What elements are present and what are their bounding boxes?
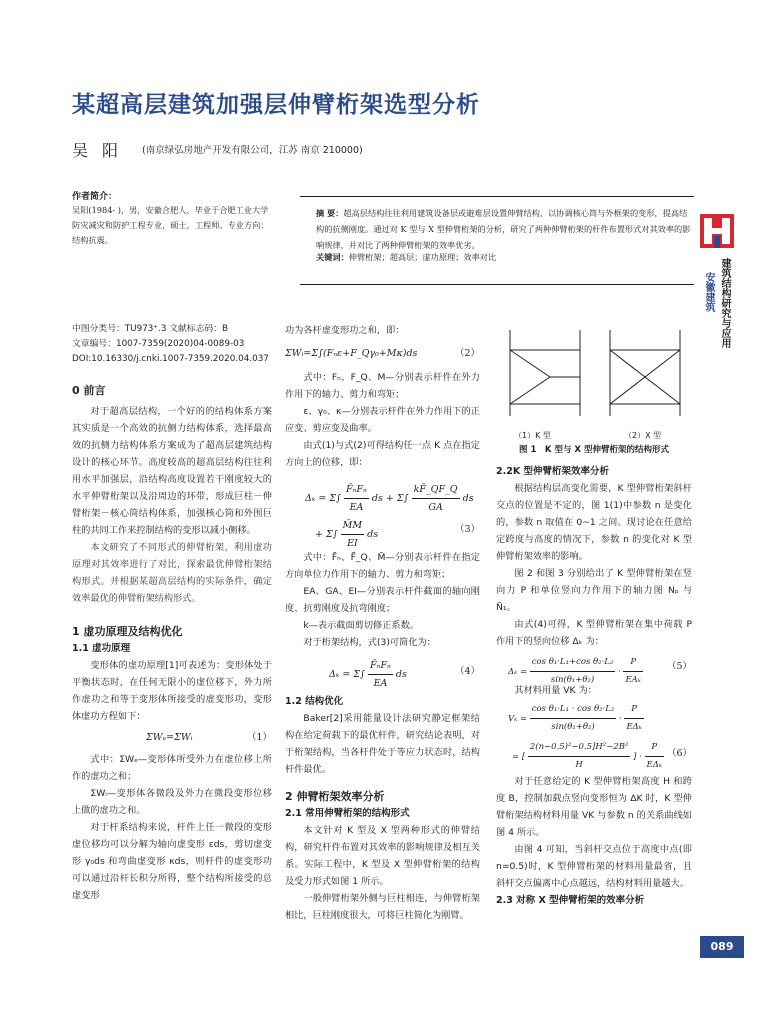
equation-3-number: （3） [454,524,480,535]
keywords-text: 伸臂桁架；超高层；虚功原理；效率对比 [348,252,497,262]
figure-1-caption: 图 1 K 型与 X 型伸臂桁架的结构形式 [519,445,669,455]
page-number: 089 [710,940,734,953]
eq5-frac-b: $\frac{P}{\text{EAₖ}}$ [623,654,642,689]
section-1-heading: 1 虚功原理及结构优化 [72,625,183,638]
column-2 [285,322,480,924]
equation-1 [72,725,272,751]
col2-paragraph-9: Baker[2]采用能量设计法研究静定框架结构在给定荷载下的最优杆件，研究结论表明，对于桁架结构，当各杆件处于等应力状态时，结构杆件最优。 [285,713,480,775]
col2-paragraph-6: EA、GA、EI—分别表示杆件截面的轴向刚度、抗剪刚度及抗弯刚度； [285,586,480,614]
meta-article-number: 文章编号：1007-7359(2020)04-0089-03 [72,339,245,349]
page-number-box [700,936,744,958]
eq5-frac-a: $\frac{\text{cos θ₁·L₁+cos θ₂·L₂}}{\text{sin(θ₁+θ₂)}}$ [530,654,616,689]
col1-paragraph-4: 式中：ΣWₑ—变形体所受外力在虚位移上所作的虚功之和； [72,754,272,782]
col1-paragraph-1: 对于超高层结构，一个好的的结构体系方案其实质是一个高效的抗侧力结构体系，选择最高效的抗侧力结构体系方案成为了超高层建筑结构设计的核心环节。高度较高的超高层结构往往利用水平加强层，沿结构高度设置若干刚度较大的水平伸臂桁架以及沿周边的环带，形成巨柱－伸臂桁架－核心筒结构体系，加强核心筒和外围巨柱的共同工作来控制结构的变形以减小侧移。 [72,406,272,536]
equation-3: Δₖ = Σ∫ $\frac{\text{F̄ₙFₙ}}{EA}$ ds + Σ∫ $\frac{kF̄\_QF\_Q}{GA}$ ds + Σ∫ $\frac{M̄M}{EI}$ ds （3） [285,475,480,549]
eq6-frac-d: $\frac{P}{\text{EΔₖ}}$ [645,739,664,774]
section-2-1-heading: 2.1 常用伸臂桁架的结构形式 [285,808,410,819]
col3-paragraph-6: 由图 4 可知，当斜杆交点位于高度中点(即 n=0.5)时，K 型伸臂桁架的材料用量最省，且斜杆交点偏离中心点越远，结构材料用量越大。 [496,844,692,889]
equation-1-body: ΣWₑ=ΣWᵢ [146,732,193,743]
col2-paragraph-4: 由式(1)与式(2)可得结构任一点 K 点在指定方向上的位移，即： [285,440,480,468]
col2-paragraph-8: 对于桁架结构，式(3)可简化为： [303,637,436,648]
section-0-heading: 0 前言 [72,384,106,397]
equation-6-number: （6） [666,748,692,759]
keywords-label: 关键词： [316,252,349,262]
equation-2-number: （2） [454,348,480,359]
equation-4: Δₖ = Σ∫ $\frac{\text{F̄ₙFₙ}}{EA}$ ds （4） [285,651,480,693]
equation-6: Vₖ = $\frac{\text{cos θ₁·L₁ · cos θ₂·L₂}}{\text{sin(θ₁+θ₂)}}$ · $\frac{P}{\text{EΔₖ}}$ = [ $\frac{\text{2(n−0.5)²−0.5]H²−2B²}}{H}$ ] · $\frac{P}{\text{EΔₖ}}$ （6） [496,699,692,773]
meta-doi: DOI:10.16330/j.cnki.1007-7359.2020.04.037 [72,354,269,364]
eq3-frac-a: $\frac{\text{F̄ₙFₙ}}{EA}$ [344,481,369,516]
abstract-box-bottom-rule [300,284,694,285]
col3-paragraph-2: 图 2 和图 3 分别给出了 K 型伸臂桁架在竖向力 P 和单位竖向力作用下的轴力图 Nₚ 与 N̄₁。 [496,568,692,613]
column-3 [496,442,692,909]
section-2-heading: 2 伸臂桁架效率分析 [285,790,385,803]
col3-paragraph-3: 由式(4)可得，K 型伸臂桁架在集中荷载 P 作用下的竖向位移 Δₖ 为： [496,619,692,647]
equation-2 [285,339,480,369]
figure-1 [496,320,692,440]
eq4-frac: $\frac{\text{F̄ₙFₙ}}{EA}$ [368,657,393,692]
section-1-1-heading: 1.1 虚功原理 [72,643,131,654]
meta-block [72,322,269,367]
col2-paragraph-10: 本文针对 K 型及 X 型两种形式的伸臂结构，研究杆件布置对其效率的影响规律及相互关系。实际工程中，K 型及 X 型伸臂桁架的结构及受力形式如图 1 所示。 [285,825,480,887]
eq6-frac-b: $\frac{P}{\text{EΔₖ}}$ [624,701,643,736]
paper-title: 某超高层建筑加强层伸臂桁架选型分析 [72,92,480,118]
side-journal-sub: 安徽建筑 [703,272,714,312]
col1-paragraph-6: 对于杆系结构来说，杆件上任一微段的变形虚位移均可以分解为轴向虚变形 εds，剪切虚变形 γ₀ds 和弯曲虚变形 κds，则杆件的虚变形功可以通过沿杆长积分所得，整个结构所接受的总虚变形 [72,822,272,901]
section-1-2-heading: 1.2 结构优化 [285,696,344,707]
author-intro-heading: 作者简介： [72,192,118,202]
column-1 [72,382,272,904]
equation-2-body: ΣWᵢ=Σ∫(Fₙε+F_Qγ₀+Mκ)ds [285,348,418,359]
col1-paragraph-2: 本文研究了不同形式的伸臂桁架，利用虚功原理对其效率进行了对比，探索最优伸臂桁架结构形式。并根据某超高层结构的实际条件，确定效率最优的伸臂桁架结构形式。 [72,542,272,604]
eq6-frac-c: $\frac{\text{2(n−0.5)²−0.5]H²−2B²}}{H}$ [528,739,631,774]
abstract-label: 摘 要： [316,208,344,218]
col2-paragraph-1: 功为各杆虚变形功之和，即： [285,325,405,336]
author-name: 吴阳 [72,141,133,160]
equation-4-number: （4） [454,666,480,677]
section-2-3-heading: 2.3 对称 X 型伸臂桁架的效率分析 [496,895,645,906]
col2-paragraph-7: k—表示截面剪切修正系数。 [303,620,419,631]
section-2-2-heading: 2.2K 型伸臂桁架效率分析 [496,466,609,477]
keywords [316,252,692,263]
col1-paragraph-3: 变形体的虚功原理[1]可表述为：变形体处于平衡状态时，在任何无限小的虚位移下，外力所作虚功之和等于变形体所接受的虚变形功，变形体虚功方程如下： [72,660,272,722]
affiliation: (南京绿弘房地产开发有限公司，江苏 南京 210000) [142,145,363,156]
col3-paragraph-1: 根据结构层高变化需要，K 型伸臂桁架斜杆交点的位置是不定的，图 1(1)中参数 n 是变化的，参数 n 取值在 0~1 之间。现讨论在任意给定跨度与高度的情况下，参数 n 的变化对 K 型伸臂桁架效率的影响。 [496,483,692,562]
col2-paragraph-5: 式中：F̄ₙ、F̄_Q、M̄—分别表示杆件在指定方向单位力作用下的轴力、剪力和弯矩； [285,552,480,580]
abstract [316,205,692,253]
abstract-box-top-rule [300,196,694,197]
journal-logo [700,214,734,248]
eq6-frac-a: $\frac{\text{cos θ₁·L₁ · cos θ₂·L₂}}{\text{sin(θ₁+θ₂)}}$ [530,701,617,736]
figure-1-label-x: （2）X 型 [624,431,662,440]
col3-paragraph-4: 其材料用量 VK 为： [514,685,597,696]
eq3-frac-c: $\frac{M̄M}{EI}$ [341,517,364,552]
eq3-frac-b: $\frac{kF̄\_QF\_Q}{GA}$ [412,481,460,516]
equation-1-number: （1） [246,732,272,743]
side-journal-name: 建筑结构研究与应用 [719,258,730,348]
meta-classification: 中图分类号：TU973⁺.3 文献标志码：B [72,324,229,334]
abstract-text: 超高层结构往往利用建筑设备层或避难层设置伸臂结构，以协调核心筒与外框架的变形，提高结构的抗侧刚度。通过对 K 型与 X 型伸臂桁架的分析，研究了两种伸臂桁架的杆件布置形式对其效率的影响规律，并对比了两种伸臂桁架的效率优劣。 [316,208,691,250]
col3-paragraph-5: 对于任意给定的 K 型伸臂桁架高度 H 和跨度 B，控制加载点竖向变形恒为 ΔK 时，K 型伸臂桁架结构材料用量 VK 与参数 n 的关系曲线如图 4 所示。 [496,776,692,838]
equation-5-number: （5） [666,661,692,672]
col2-paragraph-2: 式中：Fₙ、F_Q、M—分别表示杆件在外力作用下的轴力、剪力和弯矩； [285,372,480,400]
col1-paragraph-5: ΣWᵢ—变形体各微段及外力在微段变形位移上做的虚功之和。 [72,788,272,816]
author-intro-text: 吴阳(1984- )，男，安徽合肥人，毕业于合肥工业大学防灾减灾和防护工程专业，硕士，工程师。专业方向：结构抗震。 [72,205,269,245]
figure-1-label-k: （1）K 型 [514,431,551,440]
col2-paragraph-11: 一般伸臂桁架外侧与巨柱相连，与伸臂桁架相比，巨柱刚度很大，可将巨柱简化为刚臂。 [285,893,480,921]
equation-5: Δₖ = $\frac{\text{cos θ₁·L₁+cos θ₂·L₂}}{\text{sin(θ₁+θ₂)}}$ · $\frac{P}{\text{EAₖ}}$ （5） [496,650,692,682]
col2-paragraph-3: ε、γ₀、κ—分别表示杆件在外力作用下的正应变、剪应变及曲率。 [285,406,480,434]
figure-1-drawing [496,320,692,428]
